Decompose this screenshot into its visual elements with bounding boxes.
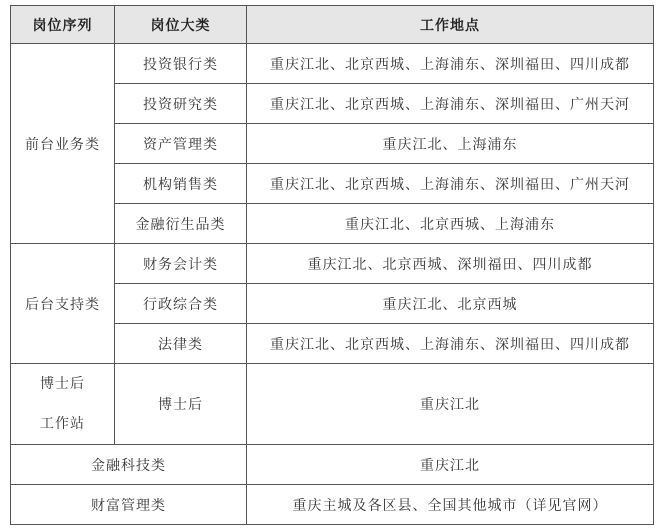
location-cell: 重庆江北、上海浦东 — [247, 124, 654, 164]
location-cell: 重庆江北、北京西城、上海浦东、深圳福田、广州天河 — [247, 164, 654, 204]
location-cell: 重庆江北 — [247, 364, 654, 445]
category-cell: 资产管理类 — [115, 124, 247, 164]
category-cell: 投资研究类 — [115, 84, 247, 124]
group-cell-postdoc-line2: 工作站 — [40, 416, 85, 432]
table-row — [11, 44, 654, 84]
location-cell: 重庆江北 — [247, 445, 654, 485]
group-cell-front-office: 前台业务类 — [11, 44, 115, 244]
group-cell-postdoc — [11, 364, 115, 445]
category-cell-merged: 财富管理类 — [11, 485, 247, 525]
category-cell: 投资银行类 — [115, 44, 247, 84]
category-cell: 行政综合类 — [115, 284, 247, 324]
group-cell-back-office: 后台支持类 — [11, 244, 115, 364]
header-location: 工作地点 — [247, 6, 654, 44]
location-cell: 重庆主城及各区县、全国其他城市（详见官网） — [247, 485, 654, 525]
location-cell: 重庆江北、北京西城、上海浦东、深圳福田、四川成都 — [247, 324, 654, 364]
table-row — [11, 445, 654, 485]
category-cell-merged: 金融科技类 — [11, 445, 247, 485]
location-cell: 重庆江北、北京西城、深圳福田、四川成都 — [247, 244, 654, 284]
header-sequence: 岗位序列 — [11, 6, 115, 44]
category-cell: 财务会计类 — [115, 244, 247, 284]
location-cell: 重庆江北、北京西城 — [247, 284, 654, 324]
category-cell: 博士后 — [115, 364, 247, 445]
category-cell: 金融衍生品类 — [115, 204, 247, 244]
header-category: 岗位大类 — [115, 6, 247, 44]
table-row — [11, 244, 654, 284]
job-location-table — [10, 5, 654, 525]
table-row — [11, 485, 654, 525]
location-cell: 重庆江北、北京西城、上海浦东、深圳福田、四川成都 — [247, 44, 654, 84]
group-cell-postdoc-line1: 博士后 — [40, 376, 85, 392]
location-cell: 重庆江北、北京西城、上海浦东、深圳福田、广州天河 — [247, 84, 654, 124]
category-cell: 法律类 — [115, 324, 247, 364]
category-cell: 机构销售类 — [115, 164, 247, 204]
location-cell: 重庆江北、北京西城、上海浦东 — [247, 204, 654, 244]
table-header-row — [11, 6, 654, 44]
table-row — [11, 364, 654, 445]
